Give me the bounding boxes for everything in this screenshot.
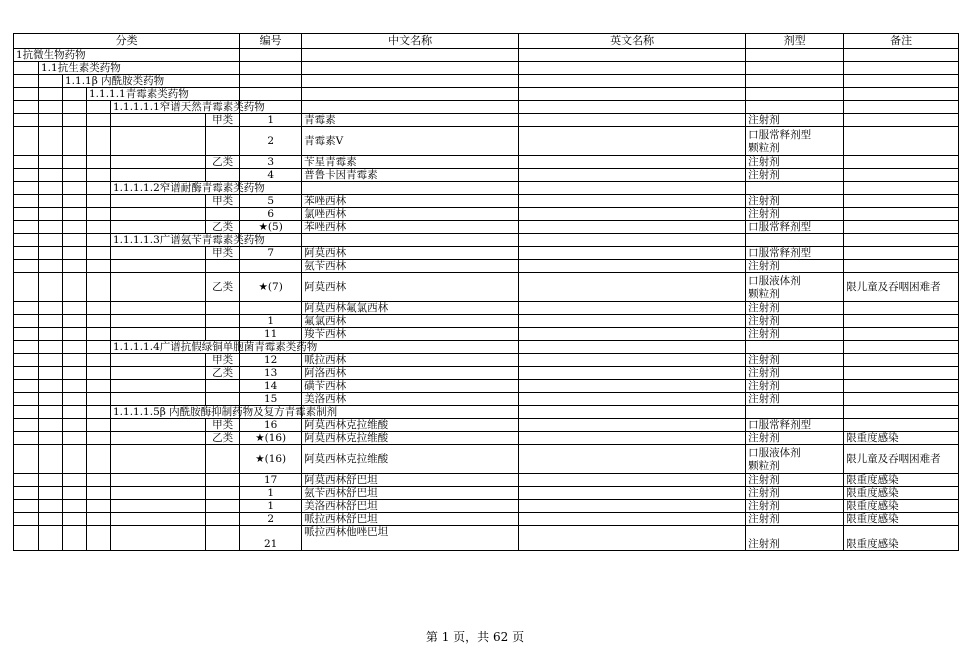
- table-row: [14, 88, 959, 101]
- table-row: [14, 221, 959, 234]
- table-row: [14, 62, 959, 75]
- drug-class: 乙类: [206, 367, 240, 380]
- drug-code: 5: [240, 195, 302, 208]
- table-row: [14, 354, 959, 367]
- drug-cn-name: 美洛西林舒巴坦: [302, 500, 519, 513]
- drug-cn-name: 普鲁卡因青霉素: [302, 169, 519, 182]
- drug-cn-name: 氨苄西林舒巴坦: [302, 487, 519, 500]
- drug-cn-name: 哌拉西林: [302, 354, 519, 367]
- drug-note: 限重度感染: [844, 474, 959, 487]
- drug-note: 限儿童及吞咽困难者: [844, 273, 959, 302]
- drug-form: 注射剂: [746, 474, 844, 487]
- table-row: [14, 234, 959, 247]
- table-row: [14, 328, 959, 341]
- table-row: [14, 500, 959, 513]
- drug-form: 注射剂: [746, 328, 844, 341]
- drug-form: 注射剂: [746, 260, 844, 273]
- drug-form: 口服液体剂 颗粒剂: [746, 273, 844, 302]
- drug-class: 乙类: [206, 432, 240, 445]
- drug-form: 口服液体剂 颗粒剂: [746, 445, 844, 474]
- table-row: [14, 195, 959, 208]
- page-footer: 第 1 页，共 62 页: [425, 630, 525, 644]
- table-row: [14, 367, 959, 380]
- category-level-5: 1.1.1.1.2窄谱耐酶青霉素类药物: [111, 182, 240, 195]
- drug-cn-name: 阿莫西林: [302, 247, 519, 260]
- category-level-2: 1.1抗生素类药物: [39, 62, 240, 75]
- drug-code: 3: [240, 156, 302, 169]
- category-level-5: 1.1.1.1.3广谱氨苄青霉素类药物: [111, 234, 240, 247]
- drug-cn-name: 磺苄西林: [302, 380, 519, 393]
- category-level-5: 1.1.1.1.4广谱抗假绿铜单胞菌青霉素类药物: [111, 341, 240, 354]
- drug-cn-name: 氨苄西林: [302, 260, 519, 273]
- drug-form: 口服常释剂型 颗粒剂: [746, 127, 844, 156]
- table-row: [14, 75, 959, 88]
- table-row: [14, 513, 959, 526]
- spreadsheet: [13, 33, 941, 621]
- drug-cn-name: 苄星青霉素: [302, 156, 519, 169]
- drug-class: 甲类: [206, 247, 240, 260]
- drug-code: 14: [240, 380, 302, 393]
- category-level-5: 1.1.1.1.5β 内酰胺酶抑制药物及复方青霉素制剂: [111, 406, 240, 419]
- drug-form: 注射剂: [746, 302, 844, 315]
- drug-code: 16: [240, 419, 302, 432]
- drug-cn-name: 哌拉西林舒巴坦: [302, 513, 519, 526]
- drug-cn-name: 青霉素V: [302, 127, 519, 156]
- table-row: [14, 169, 959, 182]
- drug-code: 11: [240, 328, 302, 341]
- drug-code: 1: [240, 500, 302, 513]
- table-row: [14, 474, 959, 487]
- drug-code: 21: [240, 526, 302, 551]
- table-row: [14, 445, 959, 474]
- drug-cn-name: 羧苄西林: [302, 328, 519, 341]
- drug-form: 注射剂: [746, 315, 844, 328]
- drug-class: 乙类: [206, 273, 240, 302]
- drug-cn-name: 哌拉西林他唑巴坦: [302, 526, 519, 551]
- category-level-1: 1抗微生物药物: [14, 49, 240, 62]
- drug-code: ★(7): [240, 273, 302, 302]
- drug-class: 甲类: [206, 114, 240, 127]
- drug-cn-name: 阿莫西林克拉维酸: [302, 445, 519, 474]
- drug-code: 7: [240, 247, 302, 260]
- drug-cn-name: 阿莫西林舒巴坦: [302, 474, 519, 487]
- header-category: 分类: [14, 34, 240, 49]
- drug-code: ★(16): [240, 445, 302, 474]
- drug-form: 注射剂: [746, 513, 844, 526]
- drug-code: 15: [240, 393, 302, 406]
- drug-code: 1: [240, 315, 302, 328]
- drug-form: 注射剂: [746, 208, 844, 221]
- drug-note: 限重度感染: [844, 513, 959, 526]
- drug-code: 2: [240, 513, 302, 526]
- table-row: [14, 487, 959, 500]
- drug-form: 注射剂: [746, 432, 844, 445]
- drug-note: 限儿童及吞咽困难者: [844, 445, 959, 474]
- drug-form: 注射剂: [746, 393, 844, 406]
- table-row: [14, 101, 959, 114]
- drug-class: 甲类: [206, 354, 240, 367]
- drug-note: 限重度感染: [844, 487, 959, 500]
- drug-code: 1: [240, 114, 302, 127]
- table-row: [14, 419, 959, 432]
- table-row: [14, 302, 959, 315]
- header-code: 编号: [240, 34, 302, 49]
- table-row: [14, 406, 959, 419]
- table-row: [14, 114, 959, 127]
- header-en-name: 英文名称: [519, 34, 746, 49]
- drug-cn-name: 阿莫西林氟氯西林: [302, 302, 519, 315]
- drug-class: 乙类: [206, 156, 240, 169]
- header-row: [14, 34, 959, 49]
- drug-code: ★(5): [240, 221, 302, 234]
- drug-code: [240, 260, 302, 273]
- table-row: [14, 526, 959, 551]
- table-row: [14, 182, 959, 195]
- drug-form: 注射剂: [746, 367, 844, 380]
- drug-code: 12: [240, 354, 302, 367]
- table-row: [14, 260, 959, 273]
- drug-cn-name: 苯唑西林: [302, 195, 519, 208]
- drug-catalog-table: [13, 33, 959, 551]
- drug-form: 口服常释剂型: [746, 221, 844, 234]
- table-row: [14, 208, 959, 221]
- drug-class: 甲类: [206, 419, 240, 432]
- drug-form: 注射剂: [746, 526, 844, 551]
- drug-form: 注射剂: [746, 487, 844, 500]
- drug-form: 口服常释剂型: [746, 419, 844, 432]
- drug-cn-name: 阿莫西林克拉维酸: [302, 419, 519, 432]
- drug-form: 注射剂: [746, 380, 844, 393]
- header-note: 备注: [844, 34, 959, 49]
- table-row: [14, 127, 959, 156]
- drug-cn-name: 青霉素: [302, 114, 519, 127]
- drug-form: 注射剂: [746, 354, 844, 367]
- category-level-4: 1.1.1.1青霉素类药物: [87, 88, 240, 101]
- table-row: [14, 273, 959, 302]
- drug-code: ★(16): [240, 432, 302, 445]
- drug-code: 17: [240, 474, 302, 487]
- drug-form: 注射剂: [746, 114, 844, 127]
- drug-cn-name: 苯唑西林: [302, 221, 519, 234]
- drug-class: 乙类: [206, 221, 240, 234]
- header-form: 剂型: [746, 34, 844, 49]
- category-level-3: 1.1.1β 内酰胺类药物: [63, 75, 240, 88]
- drug-code: 13: [240, 367, 302, 380]
- category-level-5: 1.1.1.1.1窄谱天然青霉素类药物: [111, 101, 240, 114]
- table-row: [14, 315, 959, 328]
- drug-note: 限重度感染: [844, 500, 959, 513]
- drug-form: 注射剂: [746, 169, 844, 182]
- drug-code: 4: [240, 169, 302, 182]
- drug-cn-name: 氟氯西林: [302, 315, 519, 328]
- drug-code: 6: [240, 208, 302, 221]
- table-row: [14, 341, 959, 354]
- drug-code: 2: [240, 127, 302, 156]
- table-row: [14, 432, 959, 445]
- table-row: [14, 247, 959, 260]
- drug-note: 限重度感染: [844, 526, 959, 551]
- drug-class: 甲类: [206, 195, 240, 208]
- drug-form: 口服常释剂型: [746, 247, 844, 260]
- drug-form: 注射剂: [746, 195, 844, 208]
- drug-form: 注射剂: [746, 156, 844, 169]
- table-row: [14, 380, 959, 393]
- header-cn-name: 中文名称: [302, 34, 519, 49]
- drug-code: [240, 302, 302, 315]
- drug-cn-name: 美洛西林: [302, 393, 519, 406]
- drug-form: 注射剂: [746, 500, 844, 513]
- table-row: [14, 49, 959, 62]
- table-row: [14, 393, 959, 406]
- drug-cn-name: 阿莫西林: [302, 273, 519, 302]
- drug-cn-name: 氯唑西林: [302, 208, 519, 221]
- drug-cn-name: 阿洛西林: [302, 367, 519, 380]
- drug-code: 1: [240, 487, 302, 500]
- drug-note: 限重度感染: [844, 432, 959, 445]
- table-row: [14, 156, 959, 169]
- drug-cn-name: 阿莫西林克拉维酸: [302, 432, 519, 445]
